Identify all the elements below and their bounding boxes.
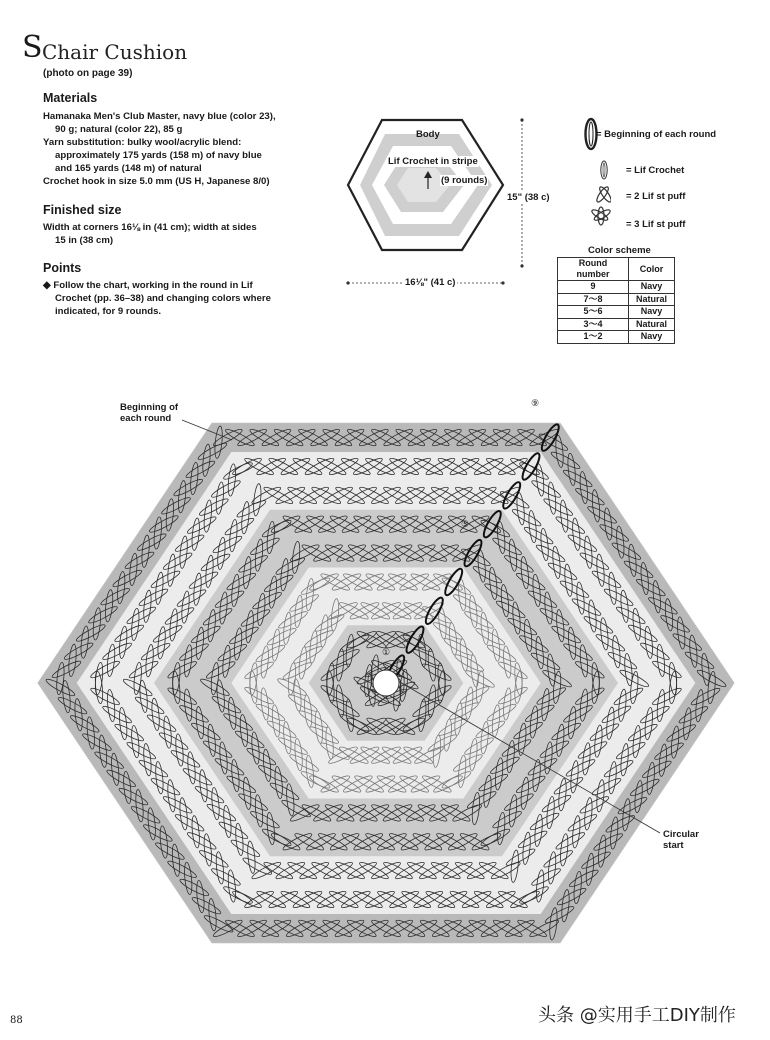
materials-line: 90 g; natural (color 22), 85 g xyxy=(55,124,183,135)
color-cell: Natural xyxy=(629,318,675,331)
body-label: Body xyxy=(416,129,440,140)
round-number-cell: 9 xyxy=(558,281,629,294)
round-number-cell: 3～4 xyxy=(558,318,629,331)
width-label: 16⅛" (41 c) xyxy=(405,277,456,288)
color-cell: Navy xyxy=(629,306,675,319)
legend-two-puff-label: = 2 Lif st puff xyxy=(626,191,686,202)
points-heading: Points xyxy=(43,261,82,275)
round-mark-5: ⑤ xyxy=(461,519,470,529)
color-scheme-title: Color scheme xyxy=(588,245,651,256)
materials-line: and 165 yards (148 m) of natural xyxy=(55,163,202,174)
points-line: Follow the chart, working in the round in Lif xyxy=(53,280,253,291)
finished-size-line: 15 in (38 cm) xyxy=(55,235,114,246)
materials-line: Crochet hook in size 5.0 mm (US H, Japanese 8/0) xyxy=(43,176,270,187)
circular-start-ring xyxy=(373,670,399,696)
materials-heading: Materials xyxy=(43,91,98,105)
rounds-label: (9 rounds) xyxy=(441,175,488,186)
color-cell: Natural xyxy=(629,293,675,306)
table-header: Color xyxy=(629,258,675,281)
round-number-cell: 5～6 xyxy=(558,306,629,319)
round-mark-9: ⑨ xyxy=(531,398,540,408)
finished-size-line: Width at corners 16⅛ in (41 cm); width at sides xyxy=(43,222,257,233)
bullet-diamond-icon: ◆ xyxy=(43,280,51,291)
legend-lif-crochet-label: = Lif Crochet xyxy=(626,165,685,176)
color-cell: Navy xyxy=(629,331,675,344)
points-line: indicated, for 9 rounds. xyxy=(55,306,162,317)
materials-line: approximately 175 yards (158 m) of navy blue xyxy=(55,150,262,161)
page-title: Chair Cushion xyxy=(42,40,188,64)
round-number-cell: 1～2 xyxy=(558,331,629,344)
height-label: 15" (38 c) xyxy=(507,192,550,203)
legend-three-puff-label: = 3 Lif st puff xyxy=(626,219,686,230)
legend-beginning-label: = Beginning of each round xyxy=(596,129,717,140)
stripe-label: Lif Crochet in stripe xyxy=(388,156,478,167)
points-line: Crochet (pp. 36–38) and changing colors where xyxy=(55,293,271,304)
color-cell: Navy xyxy=(629,281,675,294)
table-header: Round number xyxy=(558,258,629,281)
pattern-letter: S xyxy=(22,30,43,65)
photo-reference: (photo on page 39) xyxy=(43,68,133,79)
round-mark-1: ① xyxy=(382,647,391,657)
chart-circular-label: Circular start xyxy=(663,829,699,851)
materials-line: Yarn substitution: bulky wool/acrylic blend: xyxy=(43,137,242,148)
round-number-cell: 7～8 xyxy=(558,293,629,306)
page-number: 88 xyxy=(10,1015,23,1026)
finished-size-heading: Finished size xyxy=(43,203,122,217)
watermark: 头条 @实用手工DIY制作 xyxy=(538,1005,736,1026)
materials-line: Hamanaka Men's Club Master, navy blue (color 23), xyxy=(43,111,276,122)
chart-beginning-label: Beginning of each round xyxy=(120,402,179,424)
